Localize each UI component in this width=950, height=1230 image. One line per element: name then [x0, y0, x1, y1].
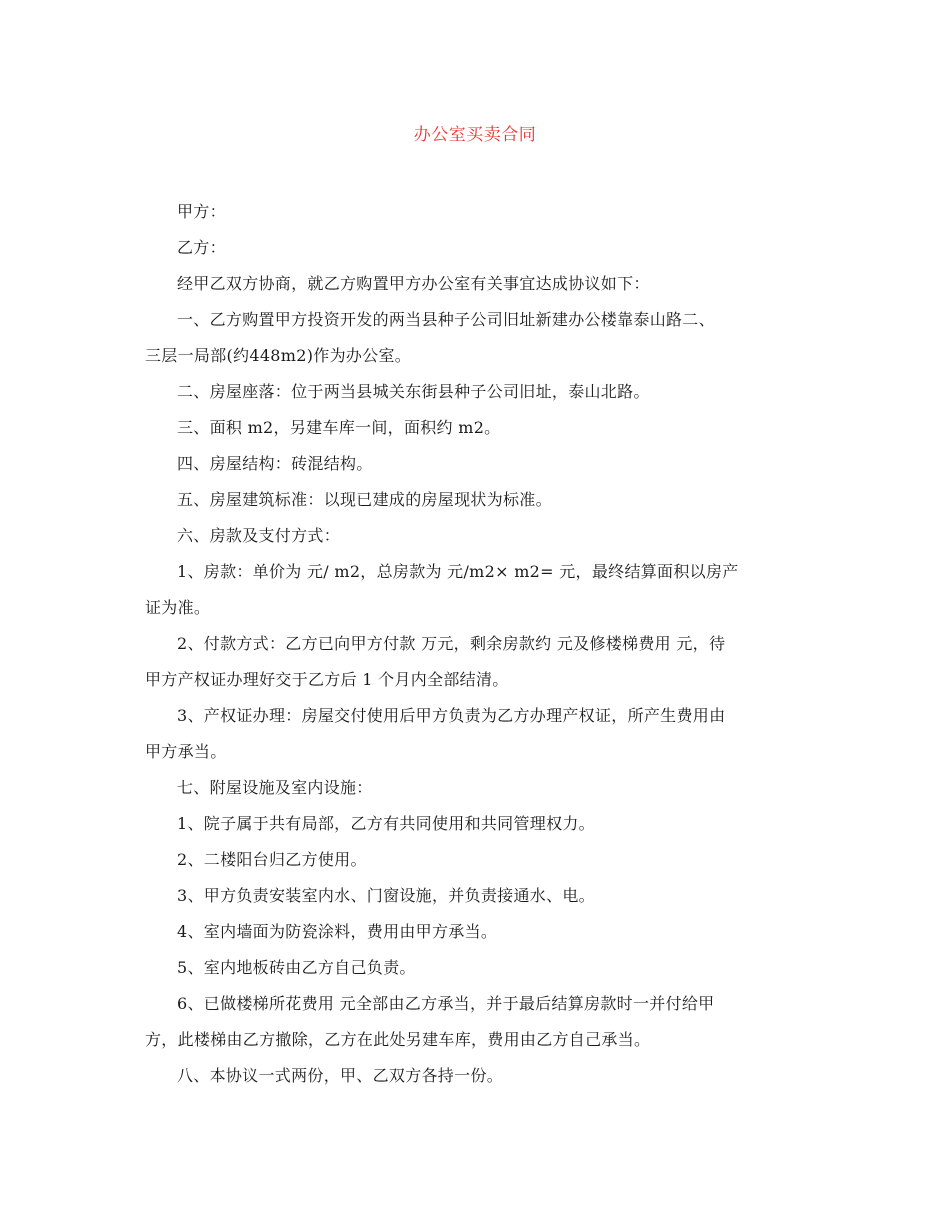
paragraph-line: 四、房屋结构：砖混结构。: [177, 454, 373, 473]
contract-paragraph: [145, 914, 810, 950]
contract-paragraph: [145, 374, 810, 410]
paragraph-line: 2、付款方式：乙方已向甲方付款 万元，剩余房款约 元及修楼梯费用 元，待: [177, 634, 726, 653]
paragraph-line: 五、房屋建筑标准：以现已建成的房屋现状为标准。: [177, 490, 552, 509]
paragraph-line: 一、乙方购置甲方投资开发的两当县种子公司旧址新建办公楼靠泰山路二、: [177, 310, 715, 329]
contract-paragraph: [145, 194, 810, 230]
contract-paragraph: [145, 266, 810, 302]
paragraph-line: 2、二楼阳台归乙方使用。: [177, 850, 367, 869]
contract-paragraph: [145, 518, 810, 554]
paragraph-line: 5、室内地板砖由乙方自己负责。: [177, 958, 416, 977]
contract-paragraph: [145, 950, 810, 986]
contract-paragraph: [145, 698, 810, 770]
paragraph-line: 二、房屋座落：位于两当县城关东街县种子公司旧址，泰山北路。: [177, 382, 650, 401]
contract-paragraph: [145, 482, 810, 518]
contract-paragraph: [145, 410, 810, 446]
paragraph-continuation-line: 证为准。: [145, 598, 211, 617]
contract-paragraph: [145, 554, 810, 626]
document-body: [145, 194, 810, 1094]
paragraph-line: 经甲乙双方协商，就乙方购置甲方办公室有关事宜达成协议如下：: [177, 274, 650, 293]
contract-paragraph: [145, 626, 810, 698]
contract-paragraph: [145, 878, 810, 914]
paragraph-line: 1、院子属于共有局部，乙方有共同使用和共同管理权力。: [177, 814, 595, 833]
paragraph-line: 1、房款：单价为 元/ m2，总房款为 元/m2× m2= 元，最终结算面积以房产: [177, 562, 739, 581]
paragraph-continuation-line: 三层一局部(约448m2)作为办公室。: [145, 346, 412, 365]
contract-paragraph: [145, 770, 810, 806]
contract-paragraph: [145, 806, 810, 842]
paragraph-continuation-line: 方，此楼梯由乙方撤除，乙方在此处另建车库，费用由乙方自己承当。: [145, 1030, 651, 1049]
paragraph-line: 3、产权证办理：房屋交付使用后甲方负责为乙方办理产权证，所产生费用由: [177, 706, 726, 725]
paragraph-line: 3、甲方负责安装室内水、门窗设施，并负责接通水、电。: [177, 886, 595, 905]
paragraph-continuation-line: 甲方承当。: [145, 742, 227, 761]
paragraph-line: 三、面积 m2，另建车库一间，面积约 m2。: [177, 418, 501, 437]
paragraph-line: 甲方：: [177, 202, 226, 221]
paragraph-continuation-line: 甲方产权证办理好交于乙方后 1 个月内全部结清。: [145, 670, 509, 689]
paragraph-line: 七、附屋设施及室内设施：: [177, 778, 373, 797]
contract-paragraph: [145, 842, 810, 878]
contract-paragraph: [145, 986, 810, 1058]
paragraph-line: 八、本协议一式两份，甲、乙双方各持一份。: [177, 1066, 504, 1085]
paragraph-line: 乙方：: [177, 238, 226, 257]
contract-paragraph: [145, 446, 810, 482]
document-title: 办公室买卖合同: [413, 125, 537, 145]
paragraph-line: 4、室内墙面为防瓷涂料，费用由甲方承当。: [177, 922, 498, 941]
paragraph-line: 6、已做楼梯所花费用 元全部由乙方承当，并于最后结算房款时一并付给甲: [177, 994, 715, 1013]
contract-paragraph: [145, 1058, 810, 1094]
contract-paragraph: [145, 230, 810, 266]
contract-paragraph: [145, 302, 810, 374]
paragraph-line: 六、房款及支付方式：: [177, 526, 341, 545]
